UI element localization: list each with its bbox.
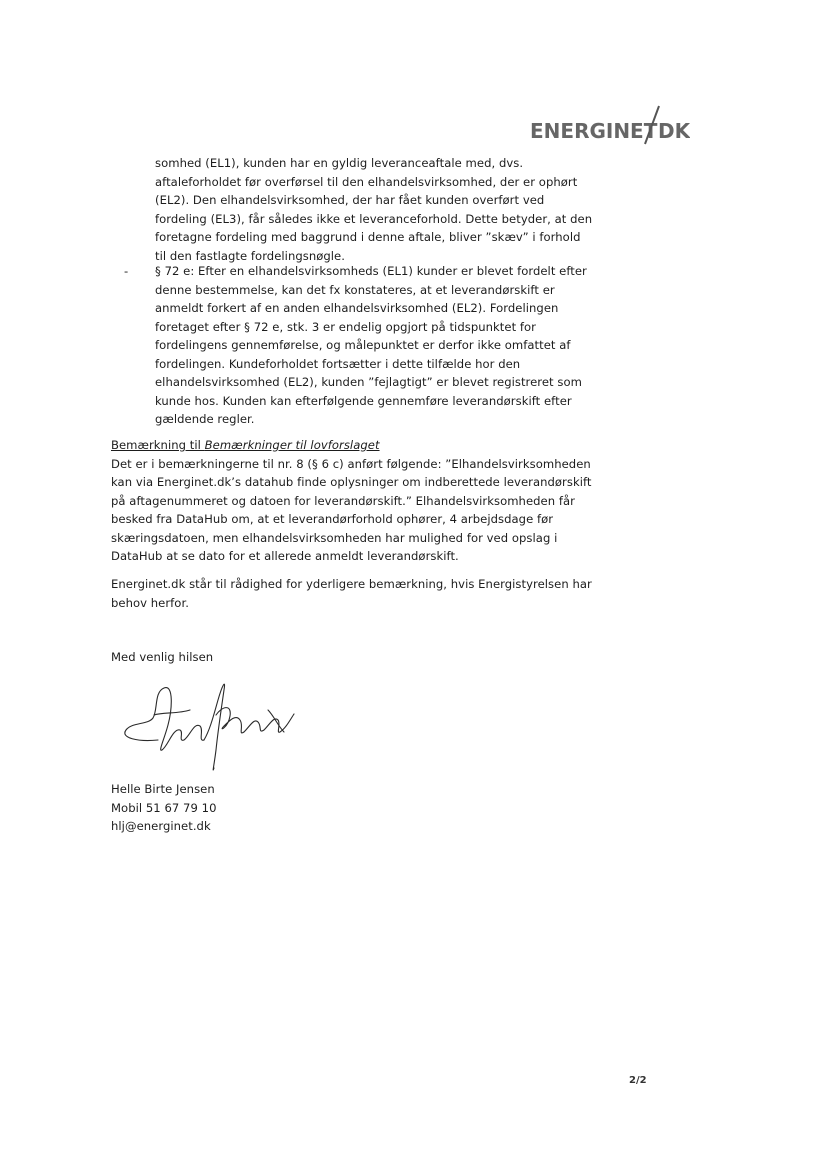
- bullet-item: [124, 262, 595, 429]
- section-heading-italic: Bemærkninger til lovforslaget: [204, 438, 380, 452]
- offer-paragraph: Energinet.dk står til rådighed for yderligere bemærkning, hvis Energistyrelsen har behov herfor.: [111, 577, 592, 610]
- handwritten-signature: [118, 670, 308, 780]
- signer-name: Helle Birte Jensen: [111, 782, 215, 796]
- section-heading: [111, 436, 595, 455]
- closing-salutation: Med venlig hilsen: [111, 650, 214, 664]
- continuation-paragraph: somhed (EL1), kunden har en gyldig leveranceaftale med, dvs. aftaleforholdet før overførsel til den elhandelsvirksomhed, der er ophørt (EL2). Den elhandelsvirksomhed, der har fået kunden overført ved fordeling (EL3), får således ikke et leveranceforhold. Dette betyder, at den foretagne fordeling med baggrund i denne aftale, bliver ”skæv” i forhold til den fastlagte fordelingsnøgle.: [155, 156, 593, 263]
- section-heading-prefix: Bemærkning til: [111, 438, 205, 452]
- energinet-logo-graphic: [530, 104, 690, 150]
- page-number: 2/2: [629, 1075, 647, 1086]
- signer-phone: Mobil 51 67 79 10: [111, 800, 217, 815]
- bullet-marker: -: [124, 264, 129, 278]
- bullet-text: § 72 e: Efter en elhandelsvirksomheds (EL1) kunder er blevet fordelt efter denne bestemmelse, kan det fx konstateres, at et leverandørskift er anmeldt forkert af en anden elhandelsvirksomhed (EL2). Fordelingen foretaget efter § 72 e, stk. 3 er endelig opgjort på tidspunktet for fordelingens gennemførelse, og målepunktet er derfor ikke omfattet af fordelingen. Kundeforholdet fortsætter i dette tilfælde hor den elhandelsvirksomhed (EL2), kunden ”fejlagtigt” er blevet registreret som kunde hos. Kunden kan efterfølgende gennemføre leverandørskift efter gældende regler.: [155, 264, 587, 426]
- logo-text-left: ENERGINET: [530, 119, 658, 143]
- signature-graphic: [118, 670, 308, 780]
- signer-email: hlj@energinet.dk: [111, 819, 211, 833]
- logo-text-right: DK: [658, 119, 690, 143]
- remarks-section: [111, 436, 595, 566]
- energinet-logo: [530, 104, 690, 150]
- signer-block: [111, 780, 217, 836]
- section-body: Det er i bemærkningerne til nr. 8 (§ 6 c) anført følgende: ”Elhandelsvirksomheden kan via Energinet.dk’s datahub finde oplysninger om indberettede leverandørskift på aftagenummeret og datoen for leverandørskift.” Elhandelsvirksomheden får besked fra DataHub om, at et leverandørforhold ophører, 4 arbejdsdage før skæringsdatoen, men elhandelsvirksomheden har mulighed for ved opslag i DataHub at se dato for et allerede anmeldt leverandørskift.: [111, 456, 592, 563]
